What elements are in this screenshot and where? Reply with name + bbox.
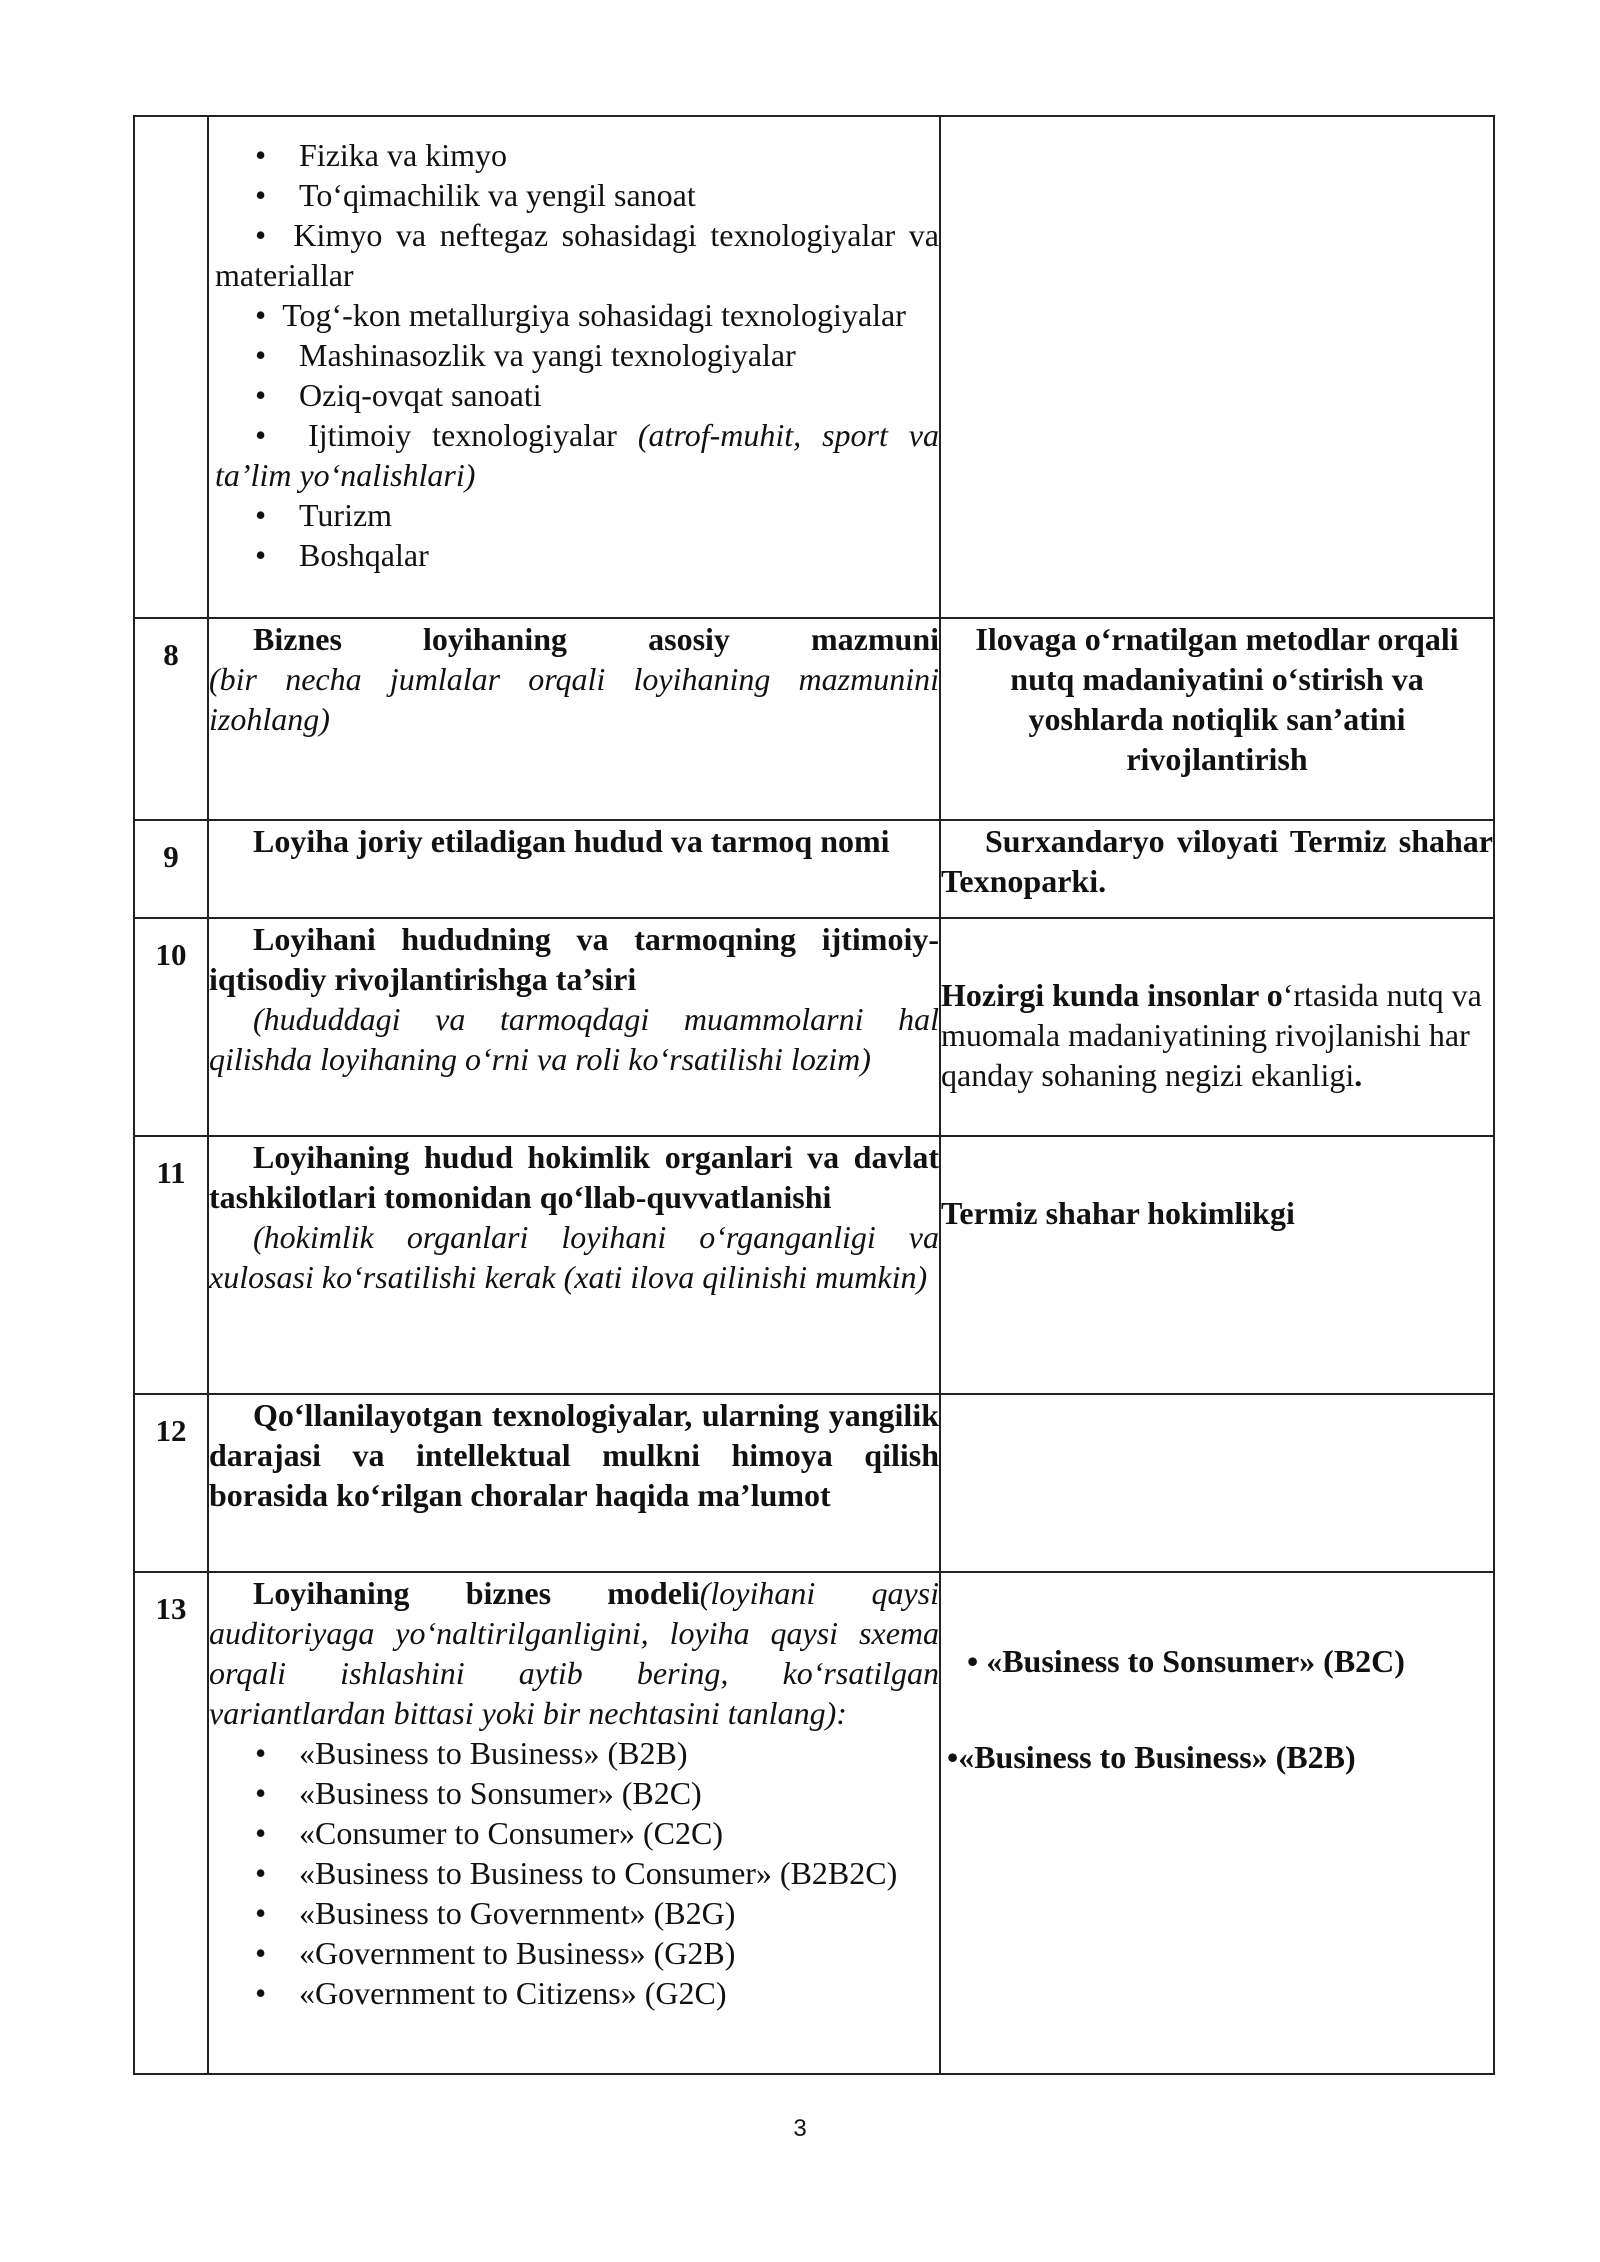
table-row [134, 820, 1494, 918]
list-item: • Turizm [255, 497, 393, 533]
row-label-bold: Biznes loyihaning asosiy mazmuni [253, 621, 939, 657]
row-answer: Surxandaryo viloyati Termiz shahar Texnoparki. [941, 823, 1493, 899]
list-item: • To‘qimachilik va yengil sanoat [255, 177, 696, 213]
row-label-cell [208, 918, 940, 1136]
industry-list [209, 135, 939, 215]
row-answer-cell [940, 618, 1494, 820]
row-label-bold: Loyiha joriy etiladigan hudud va tarmoq nomi [253, 823, 890, 859]
row-label-cell [208, 1572, 940, 2074]
row-label-cell [208, 618, 940, 820]
row-answer-1: • «Business to Sonsumer» (B2C) [967, 1643, 1405, 1679]
row-answer-cell [940, 820, 1494, 918]
industry-list-3 [209, 495, 939, 575]
table-row [134, 1572, 1494, 2074]
list-item: • Oziq-ovqat sanoati [255, 377, 542, 413]
row-number-cell: 8 [134, 618, 208, 820]
list-item: • «Business to Business» (B2B) [255, 1735, 688, 1771]
row-number-cell [134, 116, 208, 618]
table-row [134, 618, 1494, 820]
row-number-cell: 9 [134, 820, 208, 918]
row-label-hint: (hokimlik organlari loyihani o‘rganganligi va xulosasi ko‘rsatilishi kerak (xati ilova qilinishi mumkin) [209, 1219, 939, 1295]
row-answer-cell [940, 1572, 1494, 2074]
list-item: • «Government to Business» (G2B) [255, 1935, 736, 1971]
row-answer: Hozirgi kunda insonlar o‘rtasida nutq va muomala madaniyatining rivojlanishi har qanday sohaning negizi ekanligi. [941, 977, 1482, 1093]
row-number-cell: 12 [134, 1394, 208, 1572]
row-label: Loyihaning biznes modeli(loyihani qaysi auditoriyaga yo‘naltirilganligini, loyiha qaysi sxema orqali ishlashini aytib bering, ko‘rsatilgan variantlardan bittasi yoki bir nechtasini tanlang): [209, 1575, 940, 1731]
list-item: • Tog‘-kon metallurgiya sohasidagi texnologiyalar [255, 297, 906, 333]
list-item: • «Business to Business to Consumer» (B2B2C) [255, 1855, 898, 1891]
page-number: 3 [793, 2115, 807, 2142]
list-item: • Mashinasozlik va yangi texnologiyalar [255, 337, 796, 373]
list-item: • «Business to Sonsumer» (B2C) [255, 1775, 702, 1811]
row-label-cell [208, 116, 940, 618]
row-answer-cell [940, 116, 1494, 618]
industry-list-2 [209, 335, 939, 415]
row-label-bold: Loyihaning hudud hokimlik organlari va davlat tashkilotlari tomonidan qo‘llab-quvvatlanishi [209, 1139, 939, 1215]
list-item: • Kimyo va neftegaz sohasidagi texnologiyalar va materiallar [215, 217, 940, 293]
row-label-bold: Qo‘llanilayotgan texnologiyalar, ularning yangilik darajasi va intellektual mulkni himoya qilish borasida ko‘rilgan choralar haqida ma’lumot [209, 1397, 939, 1513]
row-answer-2: •«Business to Business» (B2B) [947, 1739, 1356, 1775]
row-answer-cell [940, 918, 1494, 1136]
row-label-hint: (bir necha jumlalar orqali loyihaning mazmunini izohlang) [209, 661, 939, 737]
row-answer-cell [940, 1136, 1494, 1394]
table-row [134, 1136, 1494, 1394]
list-item: • Boshqalar [255, 537, 429, 573]
table-row [134, 918, 1494, 1136]
row-number-cell: 10 [134, 918, 208, 1136]
row-number-cell: 11 [134, 1136, 208, 1394]
row-answer: Termiz shahar hokimlikgi [941, 1195, 1295, 1231]
row-number-cell: 13 [134, 1572, 208, 2074]
row-label-cell [208, 1136, 940, 1394]
list-item: • Fizika va kimyo [255, 137, 507, 173]
row-label-cell [208, 1394, 940, 1572]
table-row [134, 116, 1494, 618]
project-form-table [133, 115, 1495, 2075]
business-model-options [209, 1733, 939, 2013]
list-item: • Ijtimoiy texnologiyalar (atrof-muhit, sport va ta’lim yo‘nalishlari) [215, 417, 940, 493]
table-row [134, 1394, 1494, 1572]
row-answer-cell [940, 1394, 1494, 1572]
list-item: • «Consumer to Consumer» (C2C) [255, 1815, 723, 1851]
row-label-cell [208, 820, 940, 918]
row-label-bold: Loyihani hududning va tarmoqning ijtimoiy-iqtisodiy rivojlantirishga ta’siri [209, 921, 939, 997]
list-item: • «Business to Government» (B2G) [255, 1895, 736, 1931]
row-label-hint: (hududdagi va tarmoqdagi muammolarni hal qilishda loyihaning o‘rni va roli ko‘rsatilishi lozim) [209, 1001, 939, 1077]
list-item: • «Government to Citizens» (G2C) [255, 1975, 727, 2011]
row-answer: Ilovaga o‘rnatilgan metodlar orqali nutq madaniyatini o‘stirish va yoshlarda notiqlik san’atini rivojlantirish [975, 621, 1459, 777]
